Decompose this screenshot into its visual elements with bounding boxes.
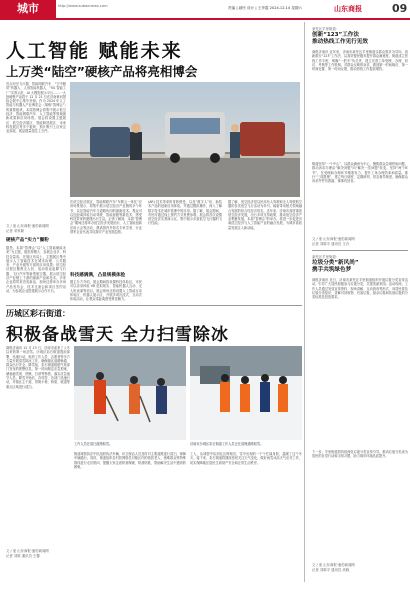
lead-col2b: 据主办方介绍，展会期间将设置科技体验区，市民可以亲身体验 VR 虚拟现实、智能机器人互动、无人机表演等项目。展会现场还将设置人工智能互动体验区、机器人展示区，开展多项沉浸式、互动式体验活动，让观众零距离感受科技魅力。: [70, 280, 142, 302]
section2-col3: 工人，从城管中队到社区网格员，雪中出现的一个个忙碌身影，温暖了这个冬天。接下来，彩石街道将继续密切关注天气变化，做好雨雪冰冻天气应对工作，切实保障辖区居民生命财产安全和正常生活秩序。: [190, 452, 302, 465]
lead-byline: 文 / 庞 山东商报·速豹新闻网 记者 邓家颖: [6, 224, 49, 233]
side-text-1: 商报济南讯 近年来，济南市莱芜区羊里街道以群众需求为导向，创新推行“123”工作法，以高效便民服务提升群众满意度。街道成立热线工作专班，明确“一把手”负总责，建立完善工单受理、办理、回访、考核等工作机制。对群众反映的诉求，做到第一时间响应、第一时间处置、第一时间反馈，推动热线工作提质增效。: [312, 50, 408, 72]
section2-caption-2: 济南市历城区彩石街道工作人员正在清理道路积雪。: [190, 442, 264, 446]
lead-col2: 在低空经济展区，智能网联汽车“车路云一体化”应用场景展示，将集中展示低空经济产业链的多个环节，以及智能汽车与道路协同的最新技术。观众可以近距离体验自动驾驶、智能座舱等新技术，感受科技带来的便捷出行生活。记者了解到，本届“智博会”期间还将举办低空经济发展论坛、人工智能创新应用大会等活动，邀请国内外知名专家学者、行业领军企业代表共同探讨产业发展趋势。: [70, 200, 142, 235]
side-headline-1: 创新“123”工作法 推动热线工作见行见效: [312, 32, 368, 45]
side-byline-1: 文 / 庞 山东商报·速豹新闻网 记者 刘陈平 通讯员 王卉: [312, 237, 355, 246]
side-text-2b: 下一步，羊里街道将持续深化垃圾分类宣传引导，推动垃圾分类成为居民的自觉行动和文明习惯，助力城市环境品质提升。: [312, 450, 408, 459]
side-divider: [312, 250, 408, 251]
lead-col1b: 据悉，本届“智博会”以“人工智能赋能未来”为主题，展览规模大、参展企业多、科技含量高。在展区布局上，主题展区集中展示人工智能技术在城市治理、公共服务、产业升级等方面的应用成果；低空经济展区聚焦无人机、电动垂直起降飞行器、飞行汽车等新型航空器，展示低空经济产业链上下游的最新产品和技术。多家企业将带来首发新品，现场还将举办多场产品发布会、技术交流会和项目签约活动，为参展企业搭建展示合作平台。: [6, 246, 66, 293]
lead-headline: 人工智能 赋能未来: [6, 40, 183, 62]
section2-col2: 街道城管执法中队组织执法车辆、环卫保洁人员及时对主要道路进行清扫，保障车辆通行。同时，街道组织各村居网格员对辖区内的独居老人、困难群众等特殊群体进行走访慰问，提醒大家注意防寒保暖、防滑防跌，帮助解决生活中遇到的困难。: [74, 452, 186, 469]
section2-kicker: 历城区彩石街道：: [6, 309, 70, 318]
header-rule: [0, 18, 410, 20]
side-headline-2: 垃圾分类“新风尚” 携手共筑绿色梦: [312, 260, 359, 273]
section2-byline: 文 / 庞 山东商报·速豹新闻网 记者 刘陈 通讯员 王馨: [6, 549, 49, 558]
side-kicker-2: 莱芜区羊里街道：: [312, 255, 340, 259]
side-byline-2: 文 / 庞 山东商报·速豹新闻网 记者 刘陈平 通讯员 高晓: [312, 563, 355, 572]
section2-col1: 商报济南讯 12 月 13 日，济南市迎来了入冬以来的第一场初雪。历城区彩石街道提前部署、迅速行动，组织工作人员、志愿者等多方力量开展清雪除冰工作，确保辖区道路畅通、群众出行安全。降雪前，彩石街道根据气象部门发布的预警信息，第一时间制定应急预案，储备融雪剂、铁锹、扫帚等物资，落实应急值守人员。降雪开始后，各村居、各部门迅速行动，对辖区主干道、背街小巷、桥梁、坡道等重点区域进行清扫。: [6, 346, 70, 389]
lead-photo-image: [70, 82, 300, 197]
section2-photo-1: [74, 346, 186, 440]
column-divider: [304, 22, 305, 582]
site-url: http://www.subaonews.com: [58, 4, 108, 8]
snow-photo-2: [190, 346, 302, 440]
section2-headline: 积极备战雪天 全力扫雪除冰: [6, 325, 229, 345]
side-kicker-1: 莱芜区羊里街道：: [312, 27, 340, 31]
section-label: 城市: [0, 0, 56, 18]
section-divider: [6, 305, 302, 306]
side-text-1b: 街道坚持“一个中心”，以群众满意为中心，聚焦群众急难愁盼问题，推动诉求办理由“解决问题”向“解决一类问题”转变。坚持“两个环节”，在受理和办理环节精准发力，提升工单办理效率和质量。推行“三项措施”，建立每日调度、定期研判、常态督导制度，确保群众诉求件件有着落、事事有回音。: [312, 162, 408, 184]
lead-subtitle-2: 科技感满满，凸显规模体验: [70, 273, 126, 278]
lead-photo: [70, 82, 300, 197]
page-header: [0, 0, 410, 18]
lead-col4: 据了解，低空经济是以民用有人驾驶和无人驾驶航空器的各类低空飞行活动为牵引，辐射带动相关领域融合发展的综合性经济形态。近年来，济南市高度重视低空经济发展，出台多项支持政策，推动低空经济产业集聚发展。本届“智博会”的举办，将进一步促进济南低空经济与人工智能产业的融合发展，为城市高质量发展注入新动能。: [228, 200, 302, 230]
section2-caption-1: 工作人员在清扫道路积雪。: [74, 442, 113, 446]
lead-col3: (AR) 技术带来的奇妙感受，以及“数字人”向、新技术产品的创新应用体验，并通过模拟操作，深入了解数字技术在城市管理中的应用。据了解，展会期间，市民可通过线上预约方式免费参观。展会将首次设置低空经济实景演示区，集中展示多款低空飞行器的飞行性能。: [148, 200, 222, 226]
lead-subhead: 上万类“陆空”硬核产品将亮相博会: [6, 64, 198, 79]
newspaper-logo: 山东商报: [334, 5, 362, 13]
snow-photo-1: [74, 346, 186, 440]
side-text-2: 商报济南讯 近日，济南市莱芜区羊里街道组织开展垃圾分类宣传活动，引导广大居民积极参与垃圾分类，共建美丽家园。活动现场，工作人员通过发放宣传资料、现场讲解、互动游戏等形式，向居民普及垃圾分类知识，讲解可回收物、有害垃圾、厨余垃圾和其他垃圾的分类标准及投放要求。: [312, 278, 408, 300]
lead-col1: 亮点纷呈飞行器、智能网联汽车、“空中履带”机器人、人形智能机器人、“5G 智能工厂”实景示范、AI 大模型展示平台……一大批硬核产品将于 12 月 21 日在济南黄河国际会展中心集中亮相。作为 2024 年人工智能与机器人产业博览会（简称“智博会”）的重要板块，本届智博会将集中展示低空经济、智能网联汽车、人工智能等领域最新成果和应用场景。展会将设置主题展区、低空经济展区、智能制造展区、未来科技展区等多个板块，预计吸引上百家企业参展，展品数量超过上万件。: [6, 82, 66, 134]
page-number: 09: [392, 2, 408, 15]
section2-photo-2: [190, 346, 302, 440]
sidebar-column: [306, 22, 410, 602]
editor-meta: 责编 | 副民 设计 | 王李霞 2024.12.14 星期六: [228, 6, 303, 10]
lead-subtitle-1: 硬核产品“实力”圈粉: [6, 238, 49, 243]
